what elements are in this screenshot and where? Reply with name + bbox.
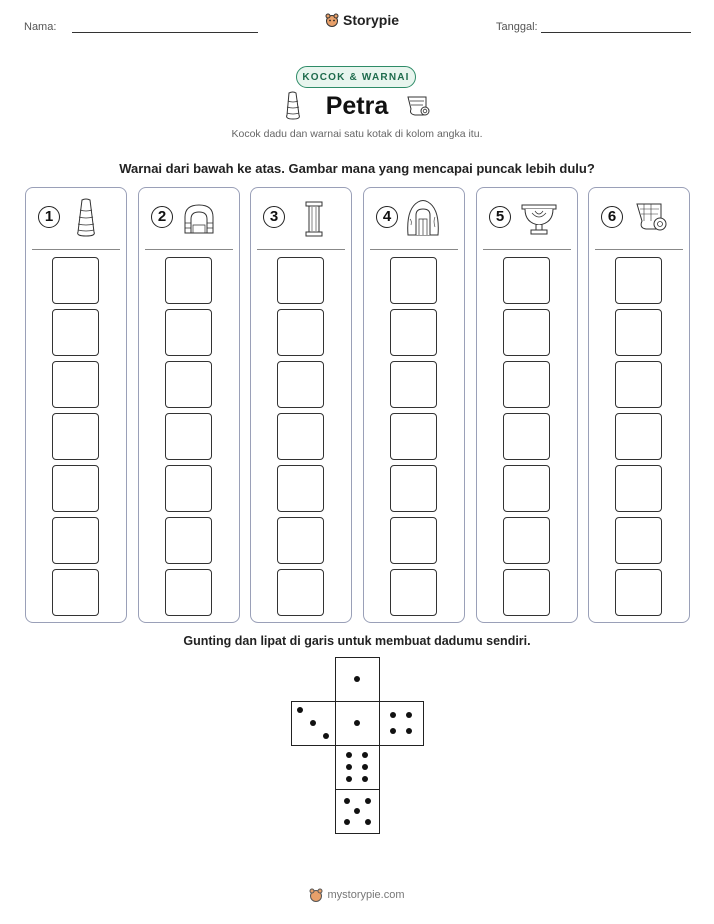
color-box[interactable] xyxy=(52,569,99,616)
dice-pip xyxy=(297,707,303,713)
dice-pip xyxy=(354,676,360,682)
dice-pip xyxy=(346,764,352,770)
color-box[interactable] xyxy=(503,309,550,356)
column-number: 1 xyxy=(38,206,60,228)
color-box[interactable] xyxy=(52,517,99,564)
color-box[interactable] xyxy=(52,257,99,304)
color-box[interactable] xyxy=(390,569,437,616)
color-box[interactable] xyxy=(277,361,324,408)
color-box[interactable] xyxy=(52,361,99,408)
color-box[interactable] xyxy=(503,413,550,460)
color-box[interactable] xyxy=(52,465,99,512)
column-number: 6 xyxy=(601,206,623,228)
page-title: Petra xyxy=(325,92,389,120)
color-box[interactable] xyxy=(277,257,324,304)
color-box[interactable] xyxy=(503,361,550,408)
storypie-mascot-icon xyxy=(325,13,339,27)
footer-url: mystorypie.com xyxy=(327,889,405,901)
dice-pip xyxy=(354,808,360,814)
column-number: 3 xyxy=(263,206,285,228)
column-divider xyxy=(145,249,233,250)
urn-vase-icon xyxy=(520,201,558,237)
color-box[interactable] xyxy=(277,569,324,616)
color-box[interactable] xyxy=(277,309,324,356)
column-divider xyxy=(483,249,571,250)
dice-pip xyxy=(344,798,350,804)
color-box[interactable] xyxy=(503,517,550,564)
dice-pip xyxy=(310,720,316,726)
dice-pip xyxy=(362,776,368,782)
column-number: 4 xyxy=(376,206,398,228)
color-box[interactable] xyxy=(165,257,212,304)
dice-face-1 xyxy=(335,701,380,746)
color-box[interactable] xyxy=(615,361,662,408)
dice-face-6 xyxy=(335,745,380,790)
dice-pip xyxy=(390,728,396,734)
column-number: 2 xyxy=(151,206,173,228)
color-box[interactable] xyxy=(165,465,212,512)
dice-pip xyxy=(354,720,360,726)
logo-text: Storypie xyxy=(343,12,400,28)
color-box[interactable] xyxy=(615,517,662,564)
color-box[interactable] xyxy=(165,569,212,616)
date-line xyxy=(541,32,691,33)
column-divider xyxy=(32,249,120,250)
dice-pip xyxy=(346,752,352,758)
color-box[interactable] xyxy=(615,465,662,512)
name-label: Nama: xyxy=(24,21,57,33)
dice-pip xyxy=(365,819,371,825)
color-box[interactable] xyxy=(390,309,437,356)
color-box[interactable] xyxy=(165,309,212,356)
color-box[interactable] xyxy=(503,465,550,512)
name-line xyxy=(72,32,258,33)
color-box[interactable] xyxy=(165,413,212,460)
cut-instruction: Gunting dan lipat di garis untuk membuat dadumu sendiri. xyxy=(183,634,531,648)
footer xyxy=(0,888,714,902)
column-pillar-icon xyxy=(304,200,324,238)
date-label: Tanggal: xyxy=(496,21,538,33)
color-box[interactable] xyxy=(615,309,662,356)
color-box[interactable] xyxy=(615,569,662,616)
color-box[interactable] xyxy=(390,257,437,304)
color-box[interactable] xyxy=(277,413,324,460)
color-box[interactable] xyxy=(277,465,324,512)
color-box[interactable] xyxy=(390,517,437,564)
color-box[interactable] xyxy=(52,413,99,460)
rock-formation-icon xyxy=(73,198,99,238)
dice-pip xyxy=(346,776,352,782)
dice-face-1 xyxy=(335,657,380,702)
storypie-mascot-icon xyxy=(309,888,323,902)
dice-pip xyxy=(365,798,371,804)
column-divider xyxy=(595,249,683,250)
color-box[interactable] xyxy=(615,257,662,304)
brick-arch-gate-icon xyxy=(183,203,215,235)
color-box[interactable] xyxy=(165,517,212,564)
dice-pip xyxy=(390,712,396,718)
column-divider xyxy=(370,249,458,250)
color-box[interactable] xyxy=(390,361,437,408)
column-divider xyxy=(257,249,345,250)
dice-pip xyxy=(362,752,368,758)
color-box[interactable] xyxy=(503,569,550,616)
dice-pip xyxy=(406,712,412,718)
activity-badge: KOCOK & WARNAI xyxy=(296,66,416,88)
color-box[interactable] xyxy=(615,413,662,460)
dice-face-3 xyxy=(291,701,336,746)
column-number: 5 xyxy=(489,206,511,228)
color-box[interactable] xyxy=(503,257,550,304)
color-box[interactable] xyxy=(390,465,437,512)
dice-pip xyxy=(362,764,368,770)
rock-cave-tomb-icon xyxy=(406,199,440,237)
color-box[interactable] xyxy=(390,413,437,460)
dice-face-4 xyxy=(379,701,424,746)
dice-pip xyxy=(406,728,412,734)
column-capital-icon xyxy=(634,201,670,235)
dice-face-5 xyxy=(335,789,380,834)
instruction-text: Warnai dari bawah ke atas. Gambar mana yang mencapai puncak lebih dulu? xyxy=(119,161,595,176)
dice-pip xyxy=(323,733,329,739)
color-box[interactable] xyxy=(277,517,324,564)
color-box[interactable] xyxy=(165,361,212,408)
color-box[interactable] xyxy=(52,309,99,356)
storypie-logo xyxy=(325,12,399,28)
dice-pip xyxy=(344,819,350,825)
subtitle: Kocok dadu dan warnai satu kotak di kolom angka itu. xyxy=(231,128,483,140)
title-column-capital-icon xyxy=(405,94,433,118)
